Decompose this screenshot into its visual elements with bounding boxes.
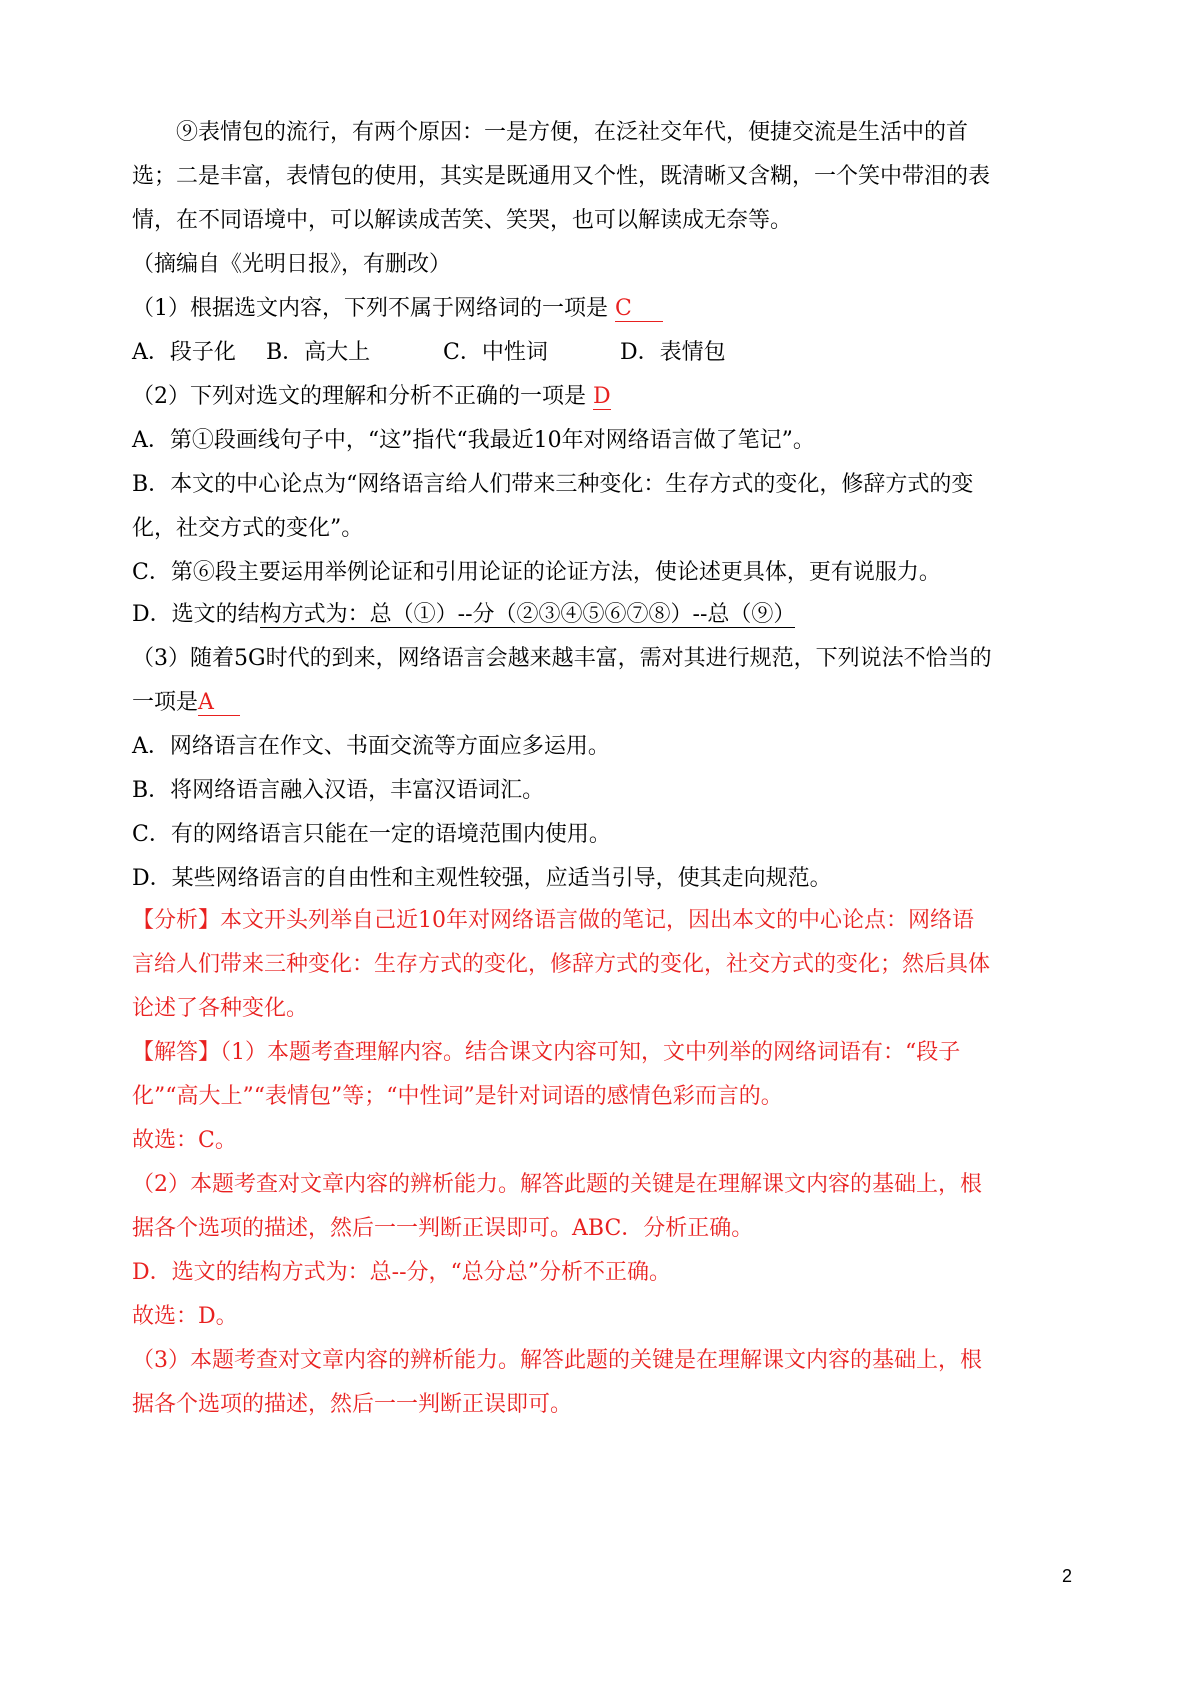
q2-option-b-line2: 化，社交方式的变化”。 — [132, 516, 364, 541]
q1-options — [132, 338, 726, 368]
q1-option-c: C．中性词 — [443, 340, 548, 365]
q3-option-c: C．有的网络语言只能在一定的语境范围内使用。 — [132, 822, 611, 847]
q3-stem-line1: （3）随着5G时代的到来，网络语言会越来越丰富，需对其进行规范，下列说法不恰当的 — [132, 646, 992, 671]
solution-2-line3: D．选文的结构方式为：总--分，“总分总”分析不正确。 — [132, 1260, 672, 1285]
q1-answer: C — [615, 297, 663, 322]
q1-option-d: D．表情包 — [620, 340, 726, 365]
q2-option-a: A．第①段画线句子中，“这”指代“我最近10年对网络语言做了笔记”。 — [132, 428, 815, 453]
q3-option-d: D．某些网络语言的自由性和主观性较强，应适当引导，使其走向规范。 — [132, 866, 832, 891]
q2-option-c: C．第⑥段主要运用举例论证和引用论证的论证方法，使论述更具体，更有说服力。 — [132, 560, 941, 585]
q1-stem: （1）根据选文内容，下列不属于网络词的一项是 — [132, 296, 608, 321]
source-citation: （摘编自《光明日报》，有删改） — [132, 252, 452, 277]
q2-stem: （2）下列对选文的理解和分析不正确的一项是 — [132, 384, 586, 409]
solution-2-choice: 故选：D。 — [132, 1304, 238, 1329]
analysis-line3: 论述了各种变化。 — [132, 996, 309, 1021]
solution-1-choice: 故选：C。 — [132, 1128, 237, 1153]
q2-option-d — [132, 600, 795, 630]
solution-3-line2: 据各个选项的描述，然后一一判断正误即可。 — [132, 1392, 573, 1417]
q2-option-b-line1: B．本文的中心论点为“网络语言给人们带来三种变化：生存方式的变化，修辞方式的变 — [132, 472, 974, 497]
q3-option-b: B．将网络语言融入汉语，丰富汉语词汇。 — [132, 778, 545, 803]
q1-option-b: B．高大上 — [266, 340, 371, 365]
para9-line2: 选；二是丰富，表情包的使用，其实是既通用又个性，既清晰又含糊，一个笑中带泪的表 — [132, 164, 991, 189]
para9-line3: 情，在不同语境中，可以解读成苦笑、笑哭，也可以解读成无奈等。 — [132, 208, 793, 233]
q2-answer: D — [593, 384, 611, 409]
solution-2-line2: 据各个选项的描述，然后一一判断正误即可。ABC．分析正确。 — [132, 1216, 754, 1241]
page-number: 2 — [1062, 1566, 1073, 1586]
para9-line1: ⑨表情包的流行，有两个原因：一是方便，在泛社交年代，便捷交流是生活中的首 — [176, 120, 969, 145]
q2-option-d-prefix: D．选文的结 — [132, 602, 260, 627]
q3-option-a: A．网络语言在作文、书面交流等方面应多运用。 — [132, 734, 610, 759]
analysis-line1: 【分析】本文开头列举自己近10年对网络语言做的笔记，因出本文的中心论点：网络语 — [132, 908, 974, 933]
solution-1-line2: 化”“高大上”“表情包”等；“中性词”是针对词语的感情色彩而言的。 — [132, 1084, 783, 1109]
q3-answer: A — [198, 691, 240, 716]
q2-stem-line — [132, 382, 611, 412]
q2-option-d-underlined: 构方式为：总（①）--分（②③④⑤⑥⑦⑧）--总（⑨） — [259, 602, 796, 627]
q1-stem-line — [132, 294, 663, 324]
q3-stem-end: 一项是 — [132, 690, 199, 715]
analysis-line2: 言给人们带来三种变化：生存方式的变化，修辞方式的变化，社交方式的变化；然后具体 — [132, 952, 991, 977]
solution-1-line1: 【解答】（1）本题考查理解内容。结合课文内容可知，文中列举的网络词语有：“段子 — [132, 1040, 961, 1065]
solution-2-line1: （2）本题考查对文章内容的辨析能力。解答此题的关键是在理解课文内容的基础上，根 — [132, 1172, 982, 1197]
solution-3-line1: （3）本题考查对文章内容的辨析能力。解答此题的关键是在理解课文内容的基础上，根 — [132, 1348, 982, 1373]
q1-option-a: A．段子化 — [132, 340, 236, 365]
q3-stem-line2 — [132, 688, 240, 718]
